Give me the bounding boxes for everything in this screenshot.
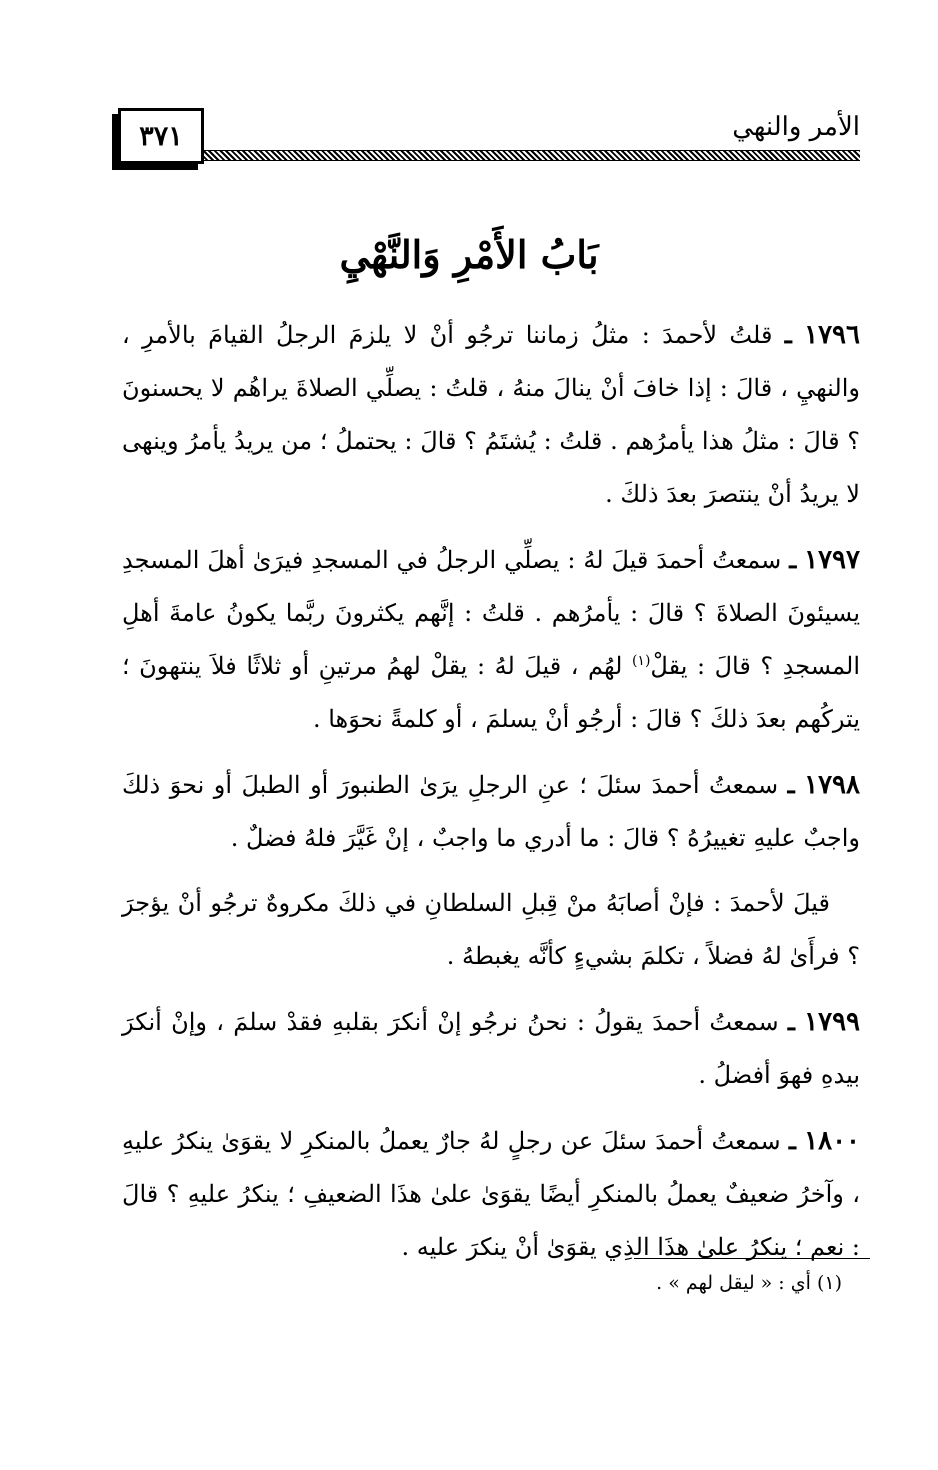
paragraph-number: ١٧٩٩ xyxy=(804,1007,860,1037)
header-ornament-rule xyxy=(200,150,860,161)
paragraph-dash: ـ xyxy=(784,320,792,349)
paragraph-1796 xyxy=(122,308,860,521)
paragraph-1800 xyxy=(122,1114,860,1274)
footnote: (١) أي : « ليقل لهم » . xyxy=(656,1272,842,1294)
paragraph-text: قيلَ لأحمدَ : فإنْ أصابَهُ منْ قِبلِ السلطانِ في ذلكَ مكروهٌ ترجُو أنْ يؤجرَ ؟ فرأَىٰ لهُ فضلاً ، تكلمَ بشيءٍ كأنَّه يغبطهُ . xyxy=(122,889,860,970)
footnote-reference[interactable]: (١) xyxy=(631,653,651,669)
paragraph-text: سمعتُ أحمدَ سئلَ عن رجلٍ لهُ جارٌ يعملُ بالمنكرِ لا يقوَىٰ ينكرُ عليهِ ، وآخرُ ضعيفٌ يعملُ بالمنكرِ أيضًا يقوَىٰ علىٰ هذَا الضعيفِ ؛ ينكرُ عليهِ ؟ قالَ : نعم ؛ ينكرُ علىٰ هذَا الذِي يقوَىٰ أنْ ينكرَ عليه . xyxy=(122,1127,860,1261)
paragraph-text: قلتُ لأحمدَ : مثلُ زماننا ترجُو أنْ لا يلزمَ الرجلُ القيامَ بالأمرِ ، والنهيِ ، قالَ : إذا خافَ أنْ ينالَ منهُ ، قلتُ : يصلِّي الصلاةَ يراهُم لا يحسنونَ ؟ قالَ : مثلُ هذا يأمرُهم . قلتُ : يُشتَمُ ؟ قالَ : يحتملُ ؛ من يريدُ يأمرُ وينهى لا يريدُ أنْ ينتصرَ بعدَ ذلكَ . xyxy=(122,321,860,508)
paragraph-number: ١٧٩٨ xyxy=(804,770,860,800)
paragraph-dash: ـ xyxy=(787,1007,795,1036)
body-text xyxy=(122,308,860,1286)
paragraph-number: ١٧٩٧ xyxy=(804,545,860,575)
paragraph-1798-continuation xyxy=(122,877,860,983)
paragraph-1798 xyxy=(122,758,860,865)
paragraph-dash: ـ xyxy=(787,770,795,799)
paragraph-text: سمعتُ أحمدَ يقولُ : نحنُ نرجُو إنْ أنكرَ بقلبهِ فقدْ سلمَ ، وإنْ أنكرَ بيدهِ فهوَ أفضلُ . xyxy=(122,1008,860,1089)
footnote-separator xyxy=(634,1258,870,1259)
paragraph-text-continued: لهُم ، قيلَ لهُ : يقلْ لهمُ مرتينِ أو ثلاثًا فلاَ ينتهونَ ؛ يتركُهم بعدَ ذلكَ ؟ قالَ : أرجُو أنْ يسلمَ ، أو كلمةً نحوَها . xyxy=(122,652,860,733)
page-number-box xyxy=(118,108,204,164)
paragraph-1799 xyxy=(122,995,860,1102)
paragraph-dash: ـ xyxy=(789,545,797,574)
paragraph-dash: ـ xyxy=(788,1126,796,1155)
paragraph-1797 xyxy=(122,533,860,746)
page-number: ٣٧١ xyxy=(139,120,183,152)
paragraph-number: ١٨٠٠ xyxy=(804,1126,860,1156)
chapter-title: بَابُ الأَمْرِ وَالنَّهْيِ xyxy=(339,232,599,277)
paragraph-number: ١٧٩٦ xyxy=(804,320,860,350)
running-header-title: الأمر والنهي xyxy=(732,112,860,142)
paragraph-text: سمعتُ أحمدَ سئلَ ؛ عنِ الرجلِ يرَىٰ الطنبورَ أو الطبلَ أو نحوَ ذلكَ واجبٌ عليهِ تغييرُهُ ؟ قالَ : ما أدري ما واجبٌ ، إنْ غَيَّرَ فلهُ فضلٌ . xyxy=(122,771,860,852)
paragraph-text: سمعتُ أحمدَ قيلَ لهُ : يصلِّي الرجلُ في المسجدِ فيرَىٰ أهلَ المسجدِ يسيئونَ الصلاةَ ؟ قالَ : يأمرُهم . قلتُ : إنَّهم يكثرونَ ربَّما يكونُ عامةَ أهلِ المسجدِ ؟ قالَ : يقلْ xyxy=(122,546,860,680)
